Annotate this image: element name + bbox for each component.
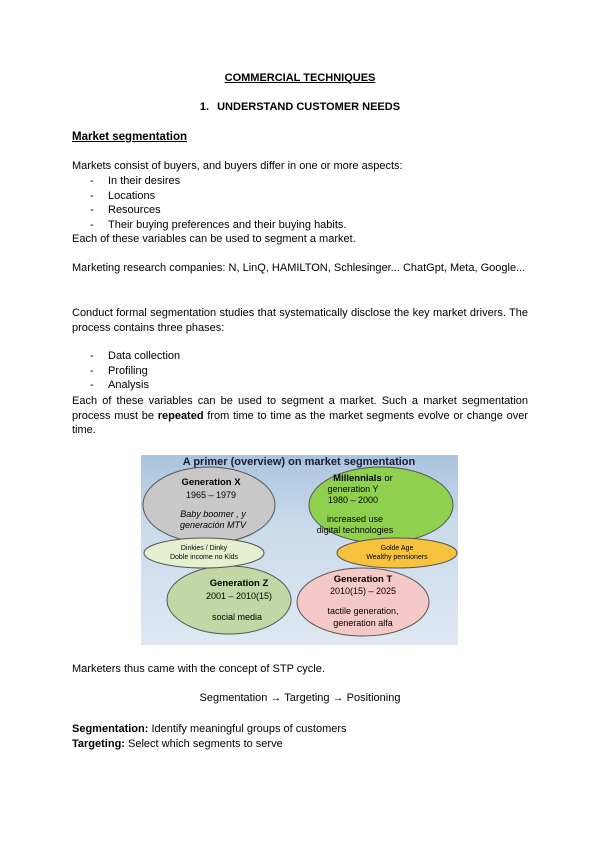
genx-line1: Baby boomer , y bbox=[180, 509, 246, 519]
document-title: COMMERCIAL TECHNIQUES bbox=[224, 72, 376, 84]
section-title-text: UNDERSTAND CUSTOMER NEEDS bbox=[217, 101, 401, 113]
subheading-market-segmentation: Market segmentation bbox=[72, 131, 188, 143]
millennials-name-bold: Millennials bbox=[333, 473, 382, 484]
targeting-label: Targeting: bbox=[72, 738, 125, 750]
list-item: - Resources bbox=[72, 203, 528, 218]
genx-name: Generation X bbox=[181, 477, 241, 488]
genz-line1: social media bbox=[211, 612, 263, 622]
variables-paragraph: Each of these variables can be used to segment a market. bbox=[72, 233, 356, 245]
dinkies-line2: Doble income no Kids bbox=[169, 554, 239, 561]
gent-line2: generation alfa bbox=[333, 618, 393, 628]
repeat-text-end: from time to time as the market segments evolve or change over time. bbox=[72, 409, 528, 436]
golden-line1: Golde Age bbox=[380, 545, 414, 552]
list-item: - Locations bbox=[72, 189, 528, 204]
dinkies-line1: Dinkies / Dinky bbox=[180, 545, 228, 552]
millennials-name bbox=[333, 473, 393, 484]
gent-years: 2010(15) – 2025 bbox=[329, 586, 397, 596]
gent-line1: tactile generation, bbox=[327, 606, 399, 616]
targeting-text: Select which segments to serve bbox=[124, 738, 283, 750]
golden-line2: Wealthy pensioners bbox=[366, 554, 428, 561]
genz-years: 2001 – 2010(15) bbox=[205, 591, 273, 601]
targeting-definition bbox=[72, 737, 283, 752]
repeat-bold-word: repeated bbox=[157, 409, 204, 422]
list-item: - Analysis bbox=[72, 378, 528, 393]
segmentation-text: Identify meaningful groups of customers bbox=[148, 723, 347, 735]
list-item: - Data collection bbox=[72, 349, 528, 364]
section-number: 1. bbox=[199, 101, 210, 113]
research-paragraph: Marketing research companies: N, LinQ, HAMILTON, Schlesinger... ChatGpt, Meta, Google... bbox=[72, 262, 526, 274]
list-item: - In their desires bbox=[72, 174, 528, 189]
millennials-line1: increased use bbox=[326, 514, 384, 524]
segmentation-figure bbox=[141, 455, 458, 645]
segmentation-label: Segmentation: bbox=[72, 723, 149, 735]
stp-flow: Segmentation → Targeting → Positioning bbox=[199, 692, 401, 704]
genx-line2: generación MTV bbox=[179, 520, 247, 530]
golden-age-ellipse bbox=[337, 538, 457, 568]
figure-title: A primer (overview) on market segmentation bbox=[182, 456, 416, 468]
millennials-years: 1980 – 2000 bbox=[327, 495, 379, 505]
list-item: - Profiling bbox=[72, 364, 528, 379]
gent-name: Generation T bbox=[333, 574, 393, 585]
genz-name: Generation Z bbox=[209, 578, 269, 589]
millennials-line2: digital technologies bbox=[316, 525, 394, 535]
segmentation-definition bbox=[72, 722, 347, 737]
genx-years: 1965 – 1979 bbox=[185, 490, 237, 500]
aspects-list bbox=[72, 174, 528, 232]
list-item: - Their buying preferences and their buying habits. bbox=[72, 218, 528, 233]
repeat-text-start: Each of these variables can be used to segment a market. Such a market segmentation process must be bbox=[72, 395, 528, 422]
stp-intro: Marketers thus came with the concept of STP cycle. bbox=[72, 663, 325, 675]
dinkies-ellipse bbox=[144, 538, 264, 568]
formal-paragraph: Conduct formal segmentation studies that systematically disclose the key market drivers. The process contains three phases: bbox=[72, 307, 528, 334]
repeat-paragraph bbox=[72, 394, 528, 438]
phases-list bbox=[72, 349, 528, 393]
millennials-name-or: or bbox=[381, 473, 393, 484]
millennials-alt-name: generation Y bbox=[327, 484, 379, 494]
section-title bbox=[72, 101, 528, 113]
intro-paragraph: Markets consist of buyers, and buyers differ in one or more aspects: bbox=[72, 160, 403, 172]
